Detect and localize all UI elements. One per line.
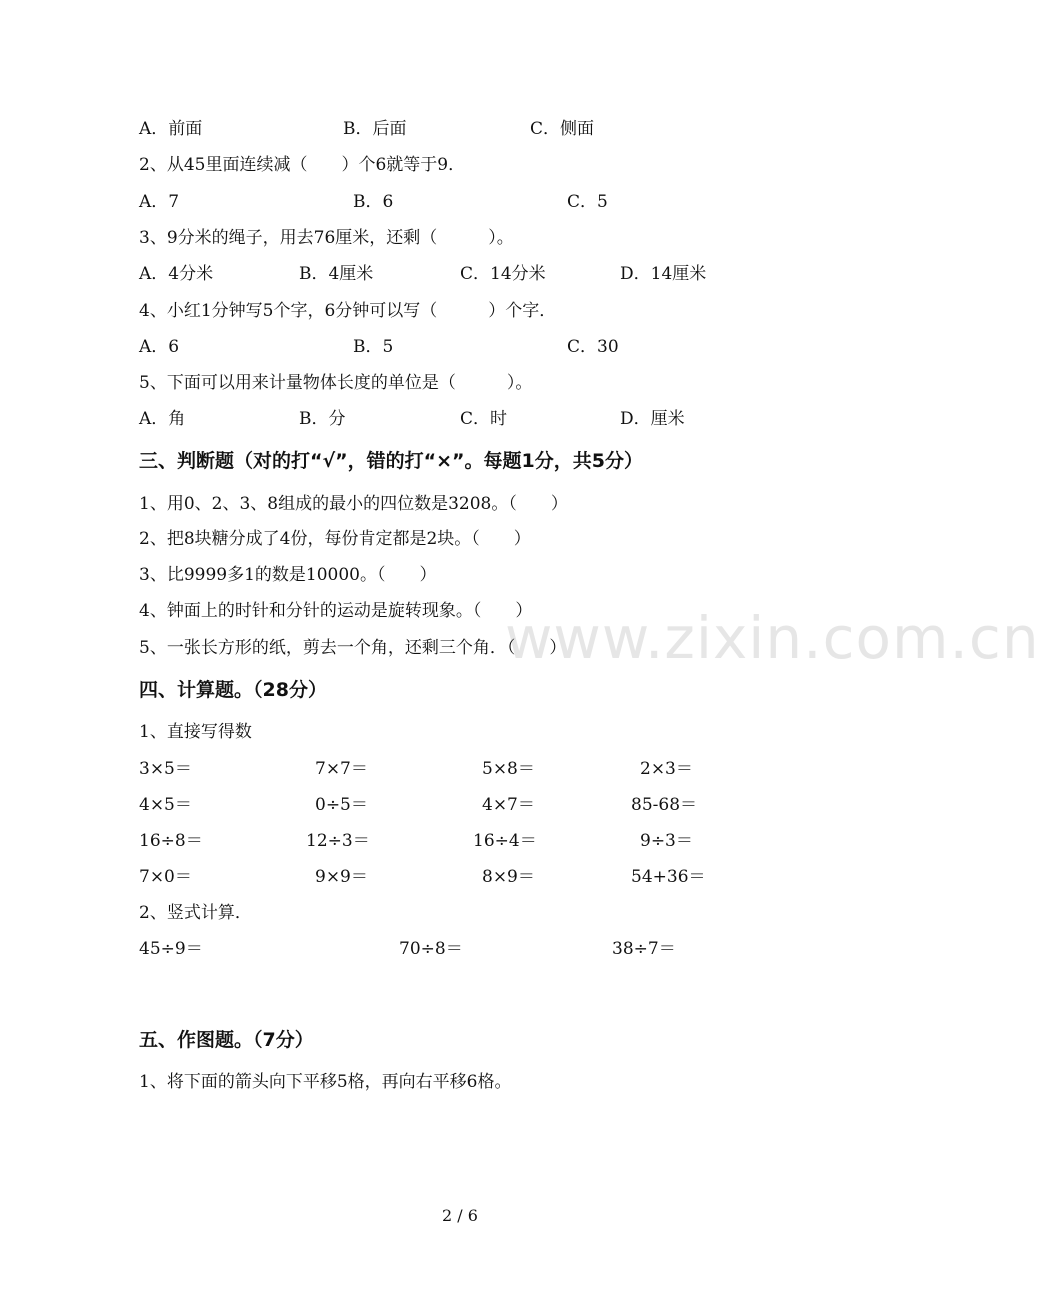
q5-option-d: D．厘米 [620,409,685,429]
calc-cell: 54+36＝ [631,867,706,887]
vertical-calc: 45÷9＝ [139,939,203,959]
calc-cell: 0÷5＝ [315,795,368,815]
section-4-title: 四、计算题。（28分） [139,679,327,701]
q4-option-c: C．30 [567,337,619,357]
calc-cell: 4×7＝ [482,795,535,815]
q3-option-c: C．14分米 [460,264,546,284]
calc-cell: 3×5＝ [139,759,192,779]
calc-sub-2: 2、竖式计算． [139,903,252,923]
calc-cell: 4×5＝ [139,795,192,815]
q1-option-a: A．前面 [139,119,203,139]
judge-item-1: 1、用0、2、3、8组成的最小的四位数是3208。（ ） [139,494,568,514]
question-3: 3、9分米的绳子，用去76厘米，还剩（ ）。 [139,228,514,248]
q3-option-a: A．4分米 [139,264,214,284]
calc-sub-1: 1、直接写得数 [139,722,252,742]
q1-option-b: B．后面 [343,119,407,139]
vertical-calc: 38÷7＝ [612,939,676,959]
q2-option-b: B．6 [353,192,394,212]
vertical-calc: 70÷8＝ [399,939,463,959]
page-number: 2 / 6 [442,1206,478,1225]
calc-cell: 2×3＝ [640,759,693,779]
judge-item-4: 4、钟面上的时针和分针的运动是旋转现象。（ ） [139,601,533,621]
calc-cell: 85-68＝ [631,795,698,815]
calc-cell: 9×9＝ [315,867,368,887]
q3-option-d: D．14厘米 [620,264,707,284]
calc-cell: 16÷4＝ [473,831,537,851]
q5-option-a: A．角 [139,409,186,429]
question-4: 4、小红1分钟写5个字，6分钟可以写（ ）个字． [139,301,557,321]
question-2: 2、从45里面连续减（ ）个6就等于9． [139,155,466,175]
judge-item-2: 2、把8块糖分成了4份，每份肯定都是2块。（ ） [139,529,531,549]
q5-option-b: B．分 [299,409,346,429]
q5-option-c: C．时 [460,409,508,429]
q2-option-a: A．7 [139,192,180,212]
q4-option-b: B．5 [353,337,394,357]
calc-cell: 7×7＝ [315,759,368,779]
calc-cell: 5×8＝ [482,759,535,779]
judge-item-3: 3、比9999多1的数是10000。（ ） [139,565,437,585]
drawing-item-1: 1、将下面的箭头向下平移5格，再向右平移6格。 [139,1072,512,1092]
section-5-title: 五、作图题。（7分） [139,1029,314,1051]
q2-option-c: C．5 [567,192,608,212]
calc-cell: 8×9＝ [482,867,535,887]
watermark: www.zixin.com.cn [505,604,1040,672]
question-5: 5、下面可以用来计量物体长度的单位是（ ）。 [139,373,533,393]
judge-item-5: 5、一张长方形的纸，剪去一个角，还剩三个角．（ ） [139,638,567,658]
section-3-title: 三、判断题（对的打“√”，错的打“×”。每题1分，共5分） [139,450,643,472]
calc-cell: 9÷3＝ [640,831,693,851]
calc-cell: 7×0＝ [139,867,192,887]
q3-option-b: B．4厘米 [299,264,374,284]
q1-option-c: C．侧面 [530,119,595,139]
q4-option-a: A．6 [139,337,180,357]
calc-cell: 12÷3＝ [306,831,370,851]
calc-cell: 16÷8＝ [139,831,203,851]
